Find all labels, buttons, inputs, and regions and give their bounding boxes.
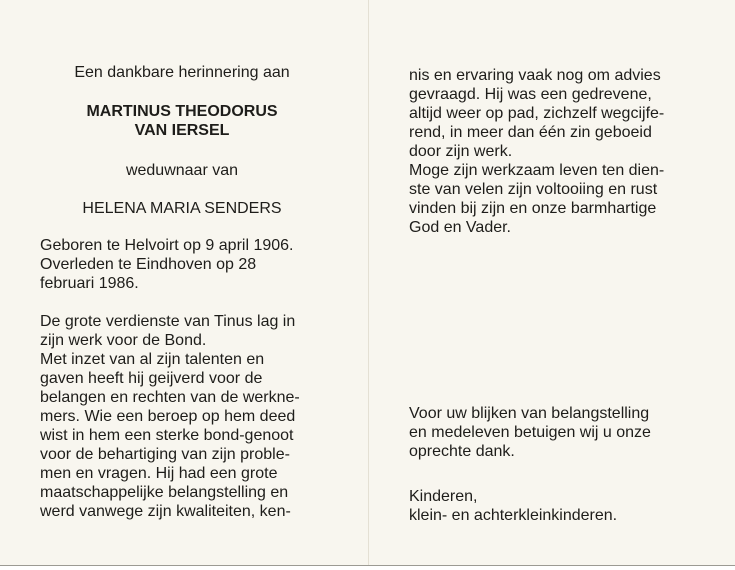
text-line: mers. Wie een beroep op hem deed	[40, 408, 296, 425]
text-line: voor de behartiging van zijn proble-	[40, 446, 290, 463]
text-line: vinden bij zijn en onze barmhartige	[409, 200, 657, 217]
deceased-name-line1: MARTINUS THEODORUS	[86, 103, 278, 120]
text-line: ste van velen zijn voltooiing en rust	[409, 181, 658, 198]
merit-paragraph	[40, 312, 324, 521]
text-line: belangen en rechten van de werkne-	[40, 389, 300, 406]
text-line: werd vanwege zijn kwaliteiten, ken-	[40, 503, 291, 520]
text-line: en medeleven betuigen wij u onze	[409, 424, 651, 441]
center-fold	[368, 0, 369, 565]
text-line: gevraagd. Hij was een gedrevene,	[409, 86, 652, 103]
text-line: rend, in meer dan één zin geboeid	[409, 124, 652, 141]
text-line: Moge zijn werkzaam leven ten dien-	[409, 162, 665, 179]
widower-of-text: weduwnaar van	[125, 162, 239, 179]
birth-death-paragraph	[40, 236, 324, 293]
text-line: februari 1986.	[40, 275, 139, 292]
text-line: Kinderen,	[409, 488, 478, 505]
text-line: De grote verdienste van Tinus lag in	[40, 313, 296, 330]
text-line: maatschappelijke belangstelling en	[40, 484, 289, 501]
text-line: wist in hem een sterke bond-genoot	[40, 427, 294, 444]
text-line: altijd weer op pad, zichzelf wegcijfe-	[409, 105, 665, 122]
text-line: door zijn werk.	[409, 143, 513, 160]
text-line: oprechte dank.	[409, 443, 515, 460]
intro-text: Een dankbare herinnering aan	[74, 64, 290, 81]
text-line: Geboren te Helvoirt op 9 april 1906.	[40, 237, 294, 254]
text-line: God en Vader.	[409, 219, 511, 236]
text-line: men en vragen. Hij had een grote	[40, 465, 278, 482]
signature-block	[409, 487, 691, 525]
text-line: zijn werk voor de Bond.	[40, 332, 207, 349]
continuation-paragraph	[409, 66, 691, 237]
text-line: gaven heeft hij geijverd voor de	[40, 370, 263, 387]
text-line: nis en ervaring vaak nog om advies	[409, 67, 661, 84]
text-line: Overleden te Eindhoven op 28	[40, 256, 257, 273]
deceased-name-line2: VAN IERSEL	[134, 122, 230, 139]
text-line: Met inzet van al zijn talenten en	[40, 351, 265, 368]
text-line: Voor uw blijken van belangstelling	[409, 405, 650, 422]
text-line: klein- en achterkleinkinderen.	[409, 507, 618, 524]
card-bottom-edge	[0, 565, 735, 570]
thanks-paragraph	[409, 404, 691, 461]
spouse-name: HELENA MARIA SENDERS	[82, 200, 282, 217]
